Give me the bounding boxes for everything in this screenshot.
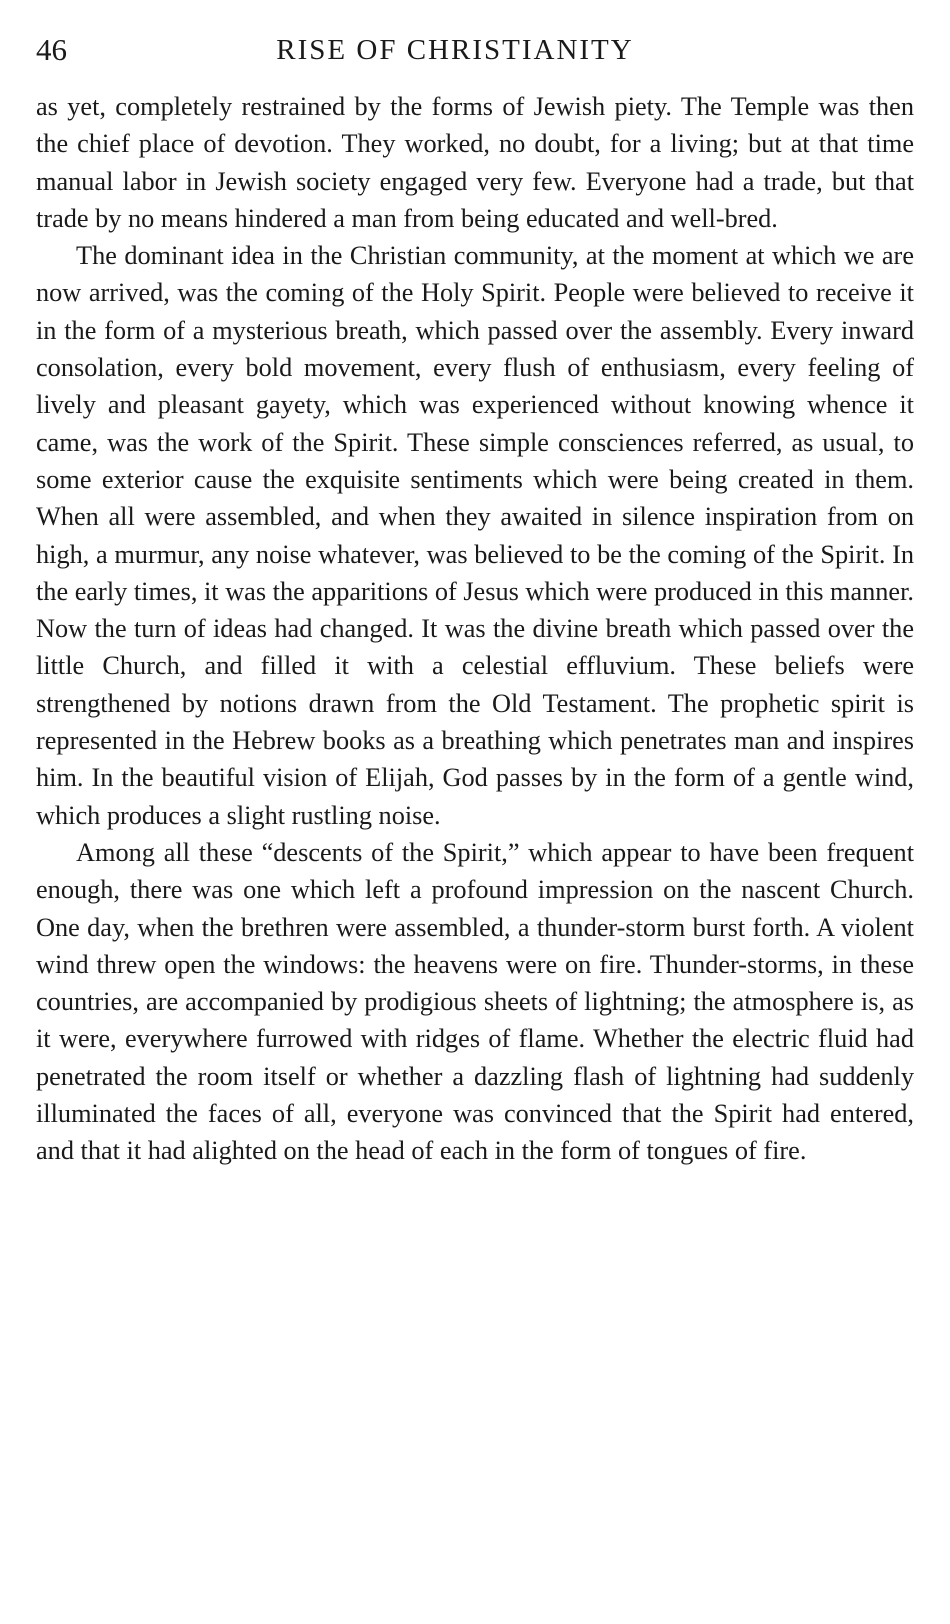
book-page bbox=[36, 0, 914, 1624]
running-head bbox=[36, 28, 914, 72]
paragraph-holy-spirit: The dominant idea in the Christian community, at the moment at which we are now arrived, was the coming of the Holy Spirit. People were believed to receive it in the form of a mysterious breath, which passed over the assembly. Every inward consolation, every bold movement, every flush of enthusiasm, every feeling of lively and pleasant gayety, which was experienced without knowing whence it came, was the work of the Spirit. These simple consciences referred, as usual, to some exterior cause the exquisite sentiments which were being created in them. When all were assembled, and when they awaited in silence inspiration from on high, a murmur, any noise whatever, was believed to be the coming of the Spirit. In the early times, it was the apparitions of Jesus which were produced in this manner. Now the turn of ideas had changed. It was the divine breath which passed over the little Church, and filled it with a celestial effluvium. These beliefs were strengthened by notions drawn from the Old Testament. The prophetic spirit is represented in the Hebrew books as a breathing which penetrates man and inspires him. In the beautiful vision of Elijah, God passes by in the form of a gentle wind, which produces a slight rustling noise. bbox=[36, 241, 914, 830]
page-number: 46 bbox=[36, 32, 67, 67]
paragraph-continued: as yet, completely restrained by the forms of Jewish piety. The Temple was then the chief place of devotion. They worked, no doubt, for a living; but at that time manual labor in Jewish society engaged very few. Everyone had a trade, but that trade by no means hindered a man from being educated and well-bred. bbox=[36, 92, 914, 233]
body-text bbox=[36, 88, 914, 1170]
paragraph-descents-of-the-spirit: Among all these “descents of the Spirit,” which appear to have been frequent enough, there was one which left a profound impression on the nascent Church. One day, when the brethren were assembled, a thunder-storm burst forth. A violent wind threw open the windows: the heavens were on fire. Thunder-storms, in these countries, are accompanied by prodigious sheets of lightning; the atmosphere is, as it were, everywhere furrowed with ridges of flame. Whether the electric fluid had penetrated the room itself or whether a dazzling flash of lightning had suddenly illuminated the faces of all, everyone was convinced that the Spirit had entered, and that it had alighted on the head of each in the form of tongues of fire. bbox=[36, 837, 914, 1166]
running-title: RISE OF CHRISTIANITY bbox=[276, 34, 634, 66]
